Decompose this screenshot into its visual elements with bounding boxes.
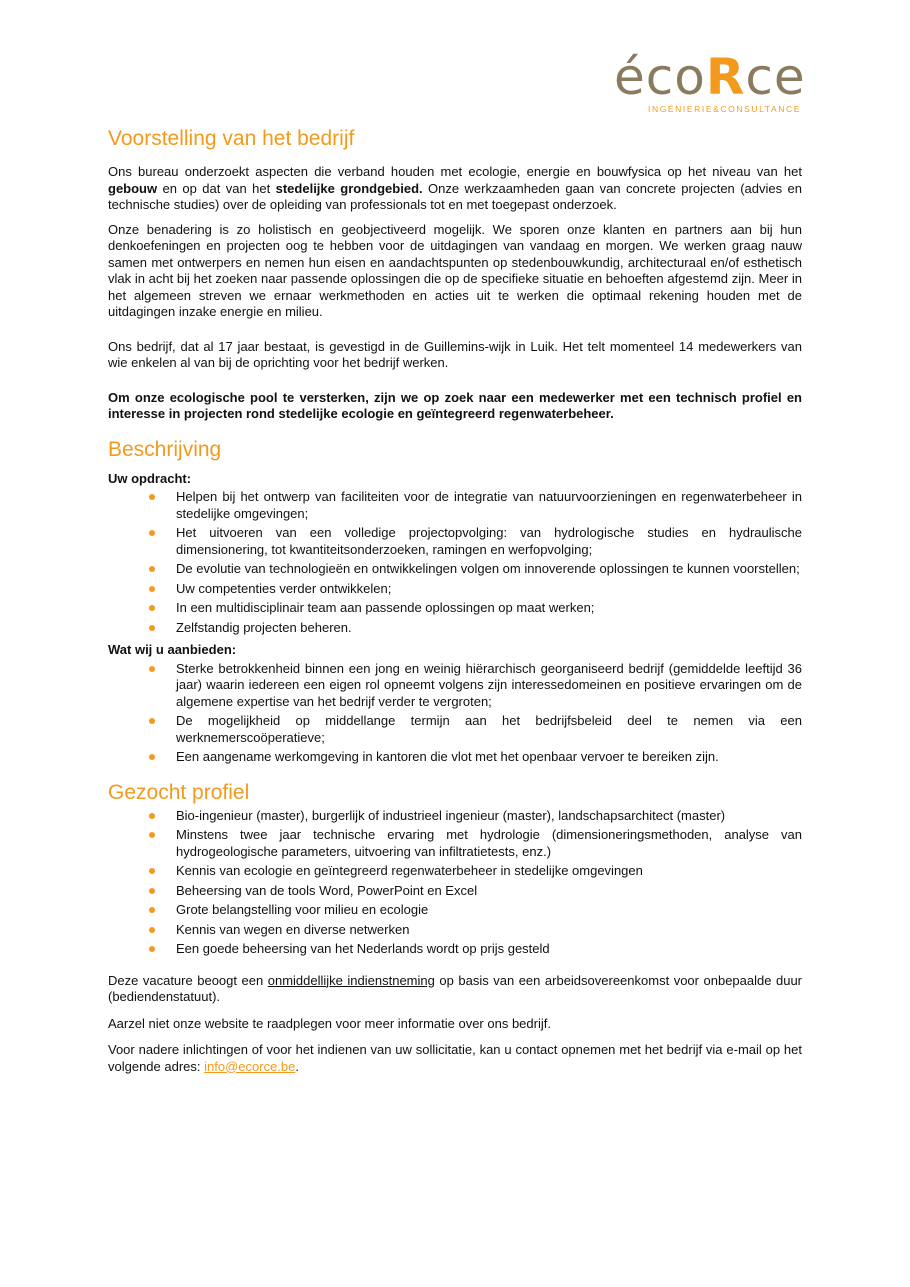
list-item-text: Kennis van wegen en diverse netwerken <box>176 921 410 937</box>
heading-voorstelling: Voorstelling van het bedrijf <box>108 127 355 150</box>
list-item-text: Sterke betrokkenheid binnen een jong en weinig hiërarchisch georganiseerd bedrijf (gemiddelde leeftijd 36 jaar) waarin iedereen een eigen rol opneemt volgens zijn interessedomeinen en positieve ervaringen om de algemene expertise van het bedrijf verder te vergroten; <box>176 660 802 709</box>
list-item <box>108 863 802 880</box>
list-item <box>108 620 802 637</box>
text-run: Deze vacature beoogt een <box>108 972 268 988</box>
list-item-text: Helpen bij het ontwerp van faciliteiten voor de integratie van natuurvoorzieningen en regenwaterbeheer in stedelijke omgevingen; <box>176 489 802 521</box>
company-paragraph: Ons bedrijf, dat al 17 jaar bestaat, is gevestigd in de Guillemins-wijk in Luik. Het telt momenteel 14 medewerkers van wie enkelen al van bij de oprichting voor het bedrijf werken. <box>108 338 802 370</box>
bullet-icon <box>149 888 155 894</box>
list-item <box>108 902 802 919</box>
list-item-text: Zelfstandig projecten beheren. <box>176 619 352 635</box>
list-item <box>108 525 802 558</box>
search-paragraph <box>108 390 802 423</box>
text-run: . <box>295 1058 299 1074</box>
text-run: Voor nadere inlichtingen of voor het indienen van uw sollicitatie, kan u contact opnemen met het bedrijf via e-mail op het volgende adres: <box>108 1042 802 1074</box>
list-item <box>108 922 802 939</box>
bullet-icon <box>149 566 155 572</box>
list-item <box>108 808 802 825</box>
heading-beschrijving: Beschrijving <box>108 437 222 461</box>
list-item <box>108 489 802 522</box>
list-item <box>108 581 802 598</box>
list-item-text: Een goede beheersing van het Nederlands wordt op prijs gesteld <box>176 941 550 956</box>
heading-profiel: Gezocht profiel <box>108 780 250 804</box>
text-run: en op dat van het <box>157 180 276 196</box>
list-item-text: In een multidisciplinair team aan passende oplossingen op maat werken; <box>176 600 595 615</box>
list-item-text: De evolutie van technologieën en ontwikkelingen volgen om innoverende oplossingen te kunnen voorstellen; <box>176 561 800 576</box>
text-run: Onze werkzaamheden gaan van concrete projecten (advies en technische studies) over de opleiding van professionals tot en met toegepast onderzoek. <box>108 180 802 212</box>
list-item-text: Bio-ingenieur (master), burgerlijk of industrieel ingenieur (master), landschapsarchitect (master) <box>176 807 726 823</box>
search-bold-text: Om onze ecologische pool te versterken, zijn we op zoek naar een medewerker met een technisch profiel en interesse in projecten rond stedelijke ecologie en geïntegreerd regenwaterbeheer. <box>108 389 802 421</box>
bullet-icon <box>149 494 155 500</box>
intro-paragraph <box>108 164 802 214</box>
bullet-icon <box>149 666 155 672</box>
list-item-text: Kennis van ecologie en geïntegreerd regenwaterbeheer in stedelijke omgevingen <box>176 863 643 878</box>
logo-word-end: ce <box>745 48 806 106</box>
list-item-text: Het uitvoeren van een volledige projectopvolging: van hydrologische studies en hydraulische dimensionering, tot kwantiteitsonderzoeken, ramingen en werfopvolging; <box>176 525 802 557</box>
list-profiel <box>108 808 802 958</box>
bullet-icon <box>149 754 155 760</box>
bullet-icon <box>149 718 155 724</box>
list-item <box>108 883 802 900</box>
bullet-icon <box>149 530 155 536</box>
logo-word-start: éco <box>614 48 706 106</box>
bullet-icon <box>149 832 155 838</box>
list-item <box>108 941 802 958</box>
bold-gebouw: gebouw <box>108 180 158 196</box>
bullet-icon <box>149 927 155 933</box>
contract-paragraph <box>108 973 802 1006</box>
list-item <box>108 749 802 766</box>
website-paragraph: Aarzel niet onze website te raadplegen voor meer informatie over ons bedrijf. <box>108 1015 551 1031</box>
list-item <box>108 600 802 617</box>
list-item-text: Minstens twee jaar technische ervaring met hydrologie (dimensioneringsmethoden, analyse van hydrogeologische parameters, uitvoering van infiltratietests, enz.) <box>176 827 802 859</box>
list-item-text: Uw competenties verder ontwikkelen; <box>176 580 392 596</box>
bullet-icon <box>149 907 155 913</box>
list-opdracht <box>108 489 802 636</box>
bold-grondgebied: stedelijke grondgebied. <box>275 180 423 196</box>
list-item-text: De mogelijkheid op middellange termijn aan het bedrijfsbeleid deel te nemen via een werknemerscoöperatieve; <box>176 713 802 745</box>
list-item <box>108 827 802 860</box>
list-item <box>108 661 802 711</box>
company-logo <box>614 48 806 114</box>
list-item-text: Beheersing van de tools Word, PowerPoint en Excel <box>176 882 478 898</box>
bullet-icon <box>149 625 155 631</box>
approach-paragraph: Onze benadering is zo holistisch en geobjectiveerd mogelijk. We sporen onze klanten en partners aan bij hun denkoefeningen en projecten oog te hebben voor de uitdagingen van vandaag en morgen. We werken graag nauw samen met ontwerpers en nemen hun eisen en aandachtspunten op stedenbouwkundig, architecturaal en/of esthetisch vlak in acht bij het zoeken naar passende oplossingen die op de specifieke situatie en behoeften afgestemd zijn. Meer in het algemeen streven we ernaar werkmethoden en acties uit te werken die optimaal rekening houden met de uitdagingen inzake energie en milieu. <box>108 221 802 319</box>
bullet-icon <box>149 605 155 611</box>
bullet-icon <box>149 586 155 592</box>
underlined-text: onmiddellijke indienstneming <box>267 972 435 988</box>
list-item-text: Grote belangstelling voor milieu en ecologie <box>176 902 429 917</box>
text-run: Ons bureau onderzoekt aspecten die verband houden met ecologie, energie en bouwfysica op het niveau van het <box>108 164 802 179</box>
list-aanbod <box>108 661 802 766</box>
label-aanbod: Wat wij u aanbieden: <box>108 642 237 657</box>
logo-tagline: INGÉNIERIE&CONSULTANCE <box>648 104 801 114</box>
logo-word-accent: R <box>705 48 746 106</box>
bullet-icon <box>149 813 155 819</box>
list-item-text: Een aangename werkomgeving in kantoren die vlot met het openbaar vervoer te bereiken zijn. <box>176 749 719 764</box>
email-link[interactable]: info@ecorce.be <box>204 1058 296 1074</box>
list-item <box>108 713 802 746</box>
bullet-icon <box>149 868 155 874</box>
logo-wordmark <box>614 48 806 106</box>
document-body <box>108 126 802 1083</box>
bullet-icon <box>149 946 155 952</box>
label-opdracht: Uw opdracht: <box>108 470 192 486</box>
contact-paragraph <box>108 1042 802 1075</box>
list-item <box>108 561 802 578</box>
text-run: op basis van een arbeidsovereenkomst voor onbepaalde duur (bediendenstatuut). <box>108 972 803 1004</box>
